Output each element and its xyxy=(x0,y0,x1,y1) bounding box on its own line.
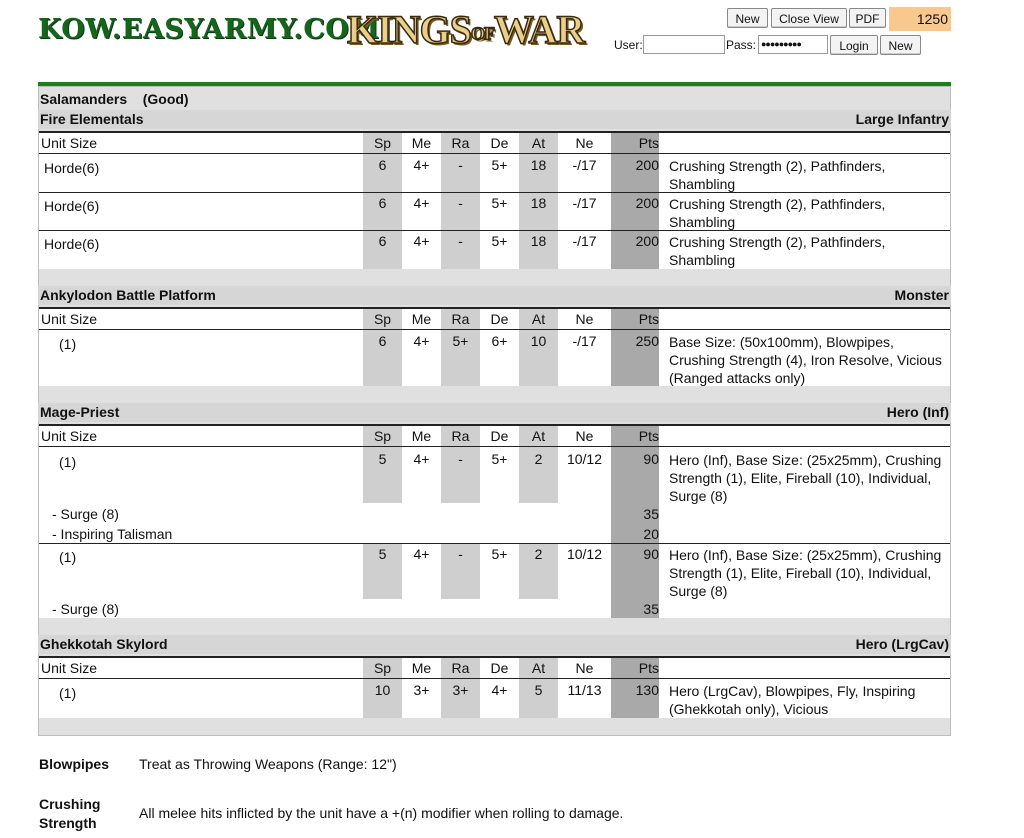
unit-type: Monster xyxy=(894,287,949,303)
ne-header: Ne xyxy=(575,135,594,151)
unit-name: Mage-Priest xyxy=(40,404,120,420)
unit-size: Horde(6) xyxy=(44,236,100,252)
me-header: Me xyxy=(411,428,432,444)
at-header: At xyxy=(531,311,546,327)
stat-de: 4+ xyxy=(491,682,508,698)
stat-header-row xyxy=(39,658,950,679)
army-title: Salamanders (Good) xyxy=(40,91,189,107)
stat-pts: 200 xyxy=(635,195,659,211)
unit-size: (1) xyxy=(59,549,77,565)
unit-name: Fire Elementals xyxy=(40,111,144,127)
sp-header: Sp xyxy=(373,428,392,444)
stat-ne: -/17 xyxy=(572,233,597,249)
ra-header: Ra xyxy=(451,660,470,676)
unit-table xyxy=(39,307,950,386)
username-input[interactable] xyxy=(643,35,725,54)
stat-ne: -/17 xyxy=(572,157,597,173)
stat-ra: - xyxy=(458,451,463,467)
pts-header: Pts xyxy=(638,428,659,444)
unit-header xyxy=(38,110,951,129)
ra-header: Ra xyxy=(451,311,470,327)
ra-header: Ra xyxy=(451,135,470,151)
unit-size-header: Unit Size xyxy=(41,660,98,676)
stat-pts: 130 xyxy=(635,682,659,698)
rules-line: Shambling xyxy=(669,252,736,268)
logo-kings: KINGS xyxy=(347,7,471,52)
new-army-button[interactable]: New xyxy=(727,8,768,28)
at-header: At xyxy=(531,428,546,444)
stat-pts: 90 xyxy=(643,451,659,467)
stat-de: 6+ xyxy=(491,333,508,349)
stat-me: 4+ xyxy=(413,333,430,349)
option-item: - Surge (8) xyxy=(52,506,119,522)
glossary-definition: All melee hits inflicted by the unit have a +(n) modifier when rolling to damage. xyxy=(139,805,624,821)
glossary-term-line: Crushing xyxy=(39,796,101,812)
stat-ra: - xyxy=(458,195,463,211)
stat-sp: 10 xyxy=(374,682,391,698)
glossary-term: Blowpipes xyxy=(39,756,110,772)
logo-war: WAR xyxy=(493,7,585,52)
unit-table xyxy=(39,424,950,618)
rules-line: Hero (Inf), Base Size: (25x25mm), Crushing xyxy=(669,452,942,468)
stat-header-row xyxy=(39,309,950,330)
special-rules xyxy=(669,195,951,231)
stat-ne: -/17 xyxy=(572,333,597,349)
site-logo[interactable]: KOW.EASYARMY.COM xyxy=(38,14,380,45)
stat-at: 18 xyxy=(530,195,547,211)
sp-header: Sp xyxy=(373,311,392,327)
unit-name: Ghekkotah Skylord xyxy=(40,636,168,652)
unit-size: (1) xyxy=(59,685,77,701)
stat-de: 5+ xyxy=(491,546,508,562)
stat-at: 10 xyxy=(530,333,547,349)
rules-line: Crushing Strength (4), Iron Resolve, Vicious xyxy=(669,352,942,368)
stat-me: 3+ xyxy=(413,682,430,698)
de-header: De xyxy=(490,428,509,444)
row-divider xyxy=(39,678,950,679)
at-header: At xyxy=(531,660,546,676)
ne-header: Ne xyxy=(575,311,594,327)
glossary-term xyxy=(39,795,100,833)
stat-me: 4+ xyxy=(413,195,430,211)
rules-line: (Ghekkotah only), Vicious xyxy=(669,701,829,717)
unit-size: Horde(6) xyxy=(44,160,100,176)
stat-at: 18 xyxy=(530,157,547,173)
stat-ra: - xyxy=(458,233,463,249)
stat-pts: 200 xyxy=(635,233,659,249)
stat-sp: 6 xyxy=(378,233,387,249)
pts-header: Pts xyxy=(638,135,659,151)
rules-line: Shambling xyxy=(669,176,736,192)
me-header: Me xyxy=(411,311,432,327)
option-points: 35 xyxy=(643,506,659,522)
stat-ra: 5+ xyxy=(452,333,469,349)
stat-de: 5+ xyxy=(491,195,508,211)
unit-header xyxy=(38,286,951,305)
special-rules xyxy=(669,233,951,269)
rules-line: Surge (8) xyxy=(669,583,728,599)
rules-line: Surge (8) xyxy=(669,488,728,504)
unit-type: Hero (LrgCav) xyxy=(855,636,949,652)
unit-table xyxy=(39,656,950,718)
stat-me: 4+ xyxy=(413,233,430,249)
row-divider xyxy=(39,329,950,330)
row-divider xyxy=(39,230,950,231)
stat-sp: 5 xyxy=(378,546,387,562)
de-header: De xyxy=(490,660,509,676)
login-button[interactable]: Login xyxy=(830,35,878,55)
unit-size: (1) xyxy=(59,454,77,470)
option-points: 20 xyxy=(643,526,659,542)
stat-pts: 250 xyxy=(635,333,659,349)
rules-line: Strength (1), Elite, Fireball (10), Individual, xyxy=(669,565,932,581)
stat-me: 4+ xyxy=(413,546,430,562)
me-header: Me xyxy=(411,660,432,676)
rules-line: Strength (1), Elite, Fireball (10), Individual, xyxy=(669,470,932,486)
rules-line: Crushing Strength (2), Pathfinders, xyxy=(669,158,886,174)
stat-ra: - xyxy=(458,546,463,562)
rules-line: Shambling xyxy=(669,214,736,230)
stat-sp: 5 xyxy=(378,451,387,467)
glossary-definition: Treat as Throwing Weapons (Range: 12") xyxy=(139,756,397,772)
special-rules xyxy=(669,333,951,387)
de-header: De xyxy=(490,311,509,327)
unit-size-header: Unit Size xyxy=(41,428,98,444)
stat-at: 2 xyxy=(534,546,543,562)
kings-of-war-logo xyxy=(347,6,584,53)
row-divider xyxy=(39,543,950,544)
row-divider xyxy=(39,153,950,154)
stat-sp: 6 xyxy=(378,157,387,173)
stat-me: 4+ xyxy=(413,451,430,467)
option-points: 35 xyxy=(643,601,659,617)
close-view-button[interactable]: Close View xyxy=(771,8,847,28)
register-new-button[interactable]: New xyxy=(880,35,921,55)
glossary-term-line: Strength xyxy=(39,815,97,831)
password-input[interactable]: ●●●●●●●●● xyxy=(758,35,828,54)
stat-ne: 10/12 xyxy=(566,451,603,467)
special-rules xyxy=(669,157,951,193)
rules-line: Hero (Inf), Base Size: (25x25mm), Crushing xyxy=(669,547,942,563)
unit-header xyxy=(38,635,951,654)
unit-size: (1) xyxy=(59,336,77,352)
special-rules xyxy=(669,546,951,600)
stat-pts: 90 xyxy=(643,546,659,562)
at-header: At xyxy=(531,135,546,151)
pts-header: Pts xyxy=(638,660,659,676)
me-header: Me xyxy=(411,135,432,151)
pts-header: Pts xyxy=(638,311,659,327)
stat-ne: -/17 xyxy=(572,195,597,211)
stat-ne: 11/13 xyxy=(567,682,602,698)
special-rules xyxy=(669,451,951,505)
unit-size-header: Unit Size xyxy=(41,311,98,327)
logo-of: OF xyxy=(470,23,494,44)
unit-name: Ankylodon Battle Platform xyxy=(40,287,216,303)
stat-sp: 6 xyxy=(378,195,387,211)
ne-header: Ne xyxy=(575,660,594,676)
rules-line: Base Size: (50x100mm), Blowpipes, xyxy=(669,334,894,350)
stat-de: 5+ xyxy=(491,451,508,467)
rules-line: (Ranged attacks only) xyxy=(669,370,806,386)
stat-at: 2 xyxy=(534,451,543,467)
rules-line: Hero (LrgCav), Blowpipes, Fly, Inspiring xyxy=(669,683,916,699)
stat-de: 5+ xyxy=(491,233,508,249)
stat-de: 5+ xyxy=(491,157,508,173)
unit-type: Hero (Inf) xyxy=(886,404,949,420)
unit-header xyxy=(38,403,951,422)
stat-ra: 3+ xyxy=(452,682,469,698)
unit-type: Large Infantry xyxy=(855,111,949,127)
stat-at: 18 xyxy=(530,233,547,249)
pass-label: Pass: xyxy=(726,38,757,52)
stat-at: 5 xyxy=(534,682,543,698)
row-divider xyxy=(39,446,950,447)
ra-header: Ra xyxy=(451,428,470,444)
stat-ne: 10/12 xyxy=(566,546,603,562)
row-divider xyxy=(39,192,950,193)
points-total: 1250 xyxy=(889,7,951,31)
stat-pts: 200 xyxy=(635,157,659,173)
stat-ra: - xyxy=(458,157,463,173)
option-item: - Inspiring Talisman xyxy=(52,526,173,542)
rules-line: Crushing Strength (2), Pathfinders, xyxy=(669,234,886,250)
ne-header: Ne xyxy=(575,428,594,444)
pdf-button[interactable]: PDF xyxy=(849,8,886,28)
option-item: - Surge (8) xyxy=(52,601,119,617)
unit-table xyxy=(39,131,950,269)
unit-size-header: Unit Size xyxy=(41,135,98,151)
stat-me: 4+ xyxy=(413,157,430,173)
rules-line: Crushing Strength (2), Pathfinders, xyxy=(669,196,886,212)
special-rules xyxy=(669,682,951,718)
stat-header-row xyxy=(39,426,950,447)
stat-header-row xyxy=(39,133,950,154)
sp-header: Sp xyxy=(373,660,392,676)
de-header: De xyxy=(490,135,509,151)
user-label: User: xyxy=(614,38,643,52)
stat-sp: 6 xyxy=(378,333,387,349)
sp-header: Sp xyxy=(373,135,392,151)
unit-size: Horde(6) xyxy=(44,198,100,214)
